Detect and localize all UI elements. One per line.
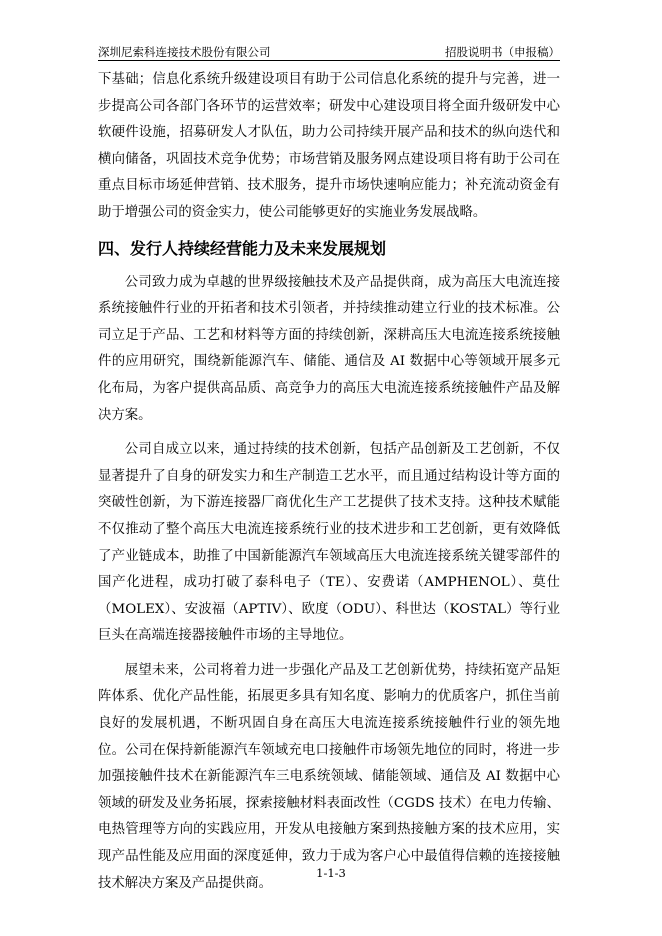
main-content (98, 67, 560, 897)
body-paragraph: 展望未来，公司将着力进一步强化产品及工艺创新优势，持续拓宽产品矩阵体系、优化产品性能，拓展更多具有知名度、影响力的优质客户，抓住当前良好的发展机遇，不断巩固自身在高压大电流连接系统接触件行业的领先地位。公司在保持新能源汽车领域充电口接触件市场领先地位的同时，将进一步加强接触件技术在新能源汽车三电系统领域、储能领域、通信及 AI 数据中心领域的研发及业务拓展，探索接触材料表面改性（CGDS 技术）在电力传输、电热管理等方向的实践应用，开发从电接触方案到热接触方案的技术应用，实现产品性能及应用面的深度延伸，致力于成为客户心中最值得信赖的连接接触技术解决方案及产品提供商。 (98, 662, 560, 891)
header-document-type: 招股说明书（申报稿） (445, 45, 560, 59)
section-title: 四、发行人持续经营能力及未来发展规划 (98, 238, 387, 258)
page-header (98, 40, 560, 61)
intro-paragraph: 下基础；信息化系统升级建设项目有助于公司信息化系统的提升与完善，进一步提高公司各部门各环节的运营效率；研发中心建设项目将全面升级研发中心软硬件设施，招募研发人才队伍，助力公司持续开展产品和技术的纵向迭代和横向储备，巩固技术竞争优势；市场营销及服务网点建设项目将有助于公司在重点目标市场延伸营销、技术服务，提升市场快速响应能力；补充流动资金有助于增强公司的资金实力，使公司能够更好的实施业务发展战略。 (98, 72, 560, 220)
header-company-name: 深圳尼索科连接技术股份有限公司 (98, 45, 271, 59)
body-paragraph: 公司致力成为卓越的世界级接触技术及产品提供商，成为高压大电流连接系统接触件行业的开拓者和技术引领者，并持续推动建立行业的技术标准。公司立足于产品、工艺和材料等方面的持续创新，深耕高压大电流连接系统接触件的应用研究，围绕新能源汽车、储能、通信及 AI 数据中心等领域开展多元化布局，为客户提供高品质、高竞争力的高压大电流连接系统接触件产品及解决方案。 (98, 274, 560, 423)
body-paragraph: 公司自成立以来，通过持续的技术创新，包括产品创新及工艺创新，不仅显著提升了自身的研发实力和生产制造工艺水平，而且通过结构设计等方面的突破性创新，为下游连接器厂商优化生产工艺提供了技术支持。这种技术赋能不仅推动了整个高压大电流连接系统行业的技术进步和工艺创新，更有效降低了产业链成本，助推了中国新能源汽车领域高压大电流连接系统关键零部件的国产化进程，成功打破了泰科电子（TE）、安费诺（AMPHENOL）、莫仕（MOLEX）、安波福（APTIV）、欧度（ODU）、科世达（KOSTAL）等行业巨头在高端连接器接触件市场的主导地位。 (98, 442, 560, 644)
page-number: 1-1-3 (316, 866, 346, 880)
